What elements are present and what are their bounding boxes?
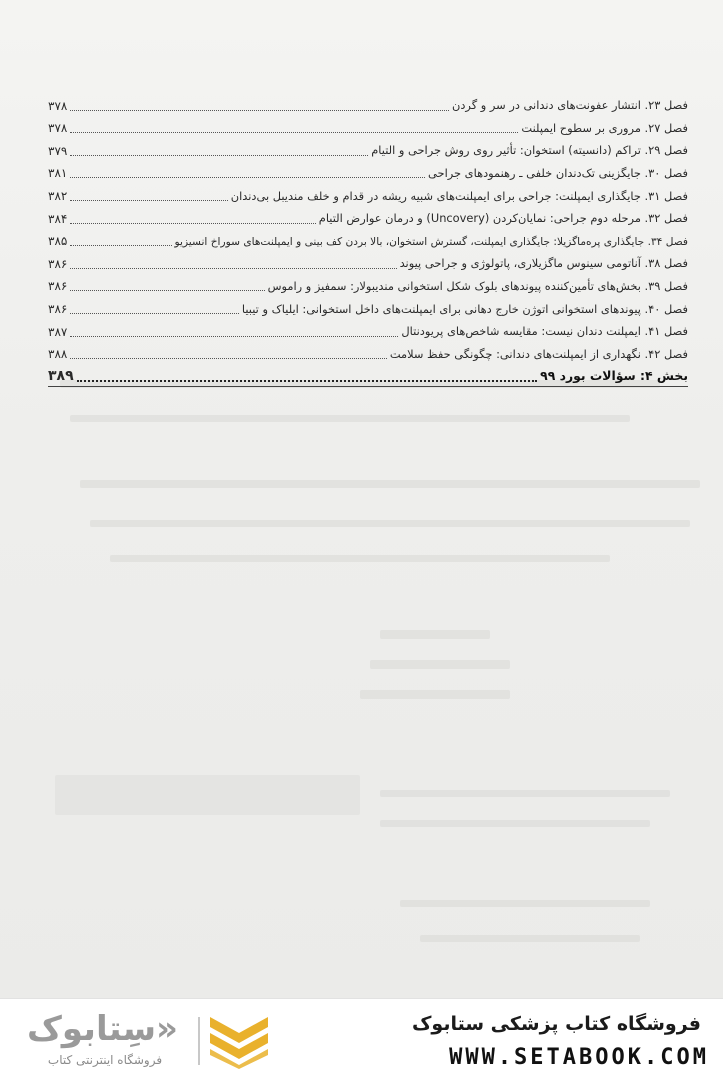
leader-dots <box>70 177 425 178</box>
toc-row[interactable] <box>48 273 688 296</box>
toc-row-page: ۳۷۸ <box>48 98 68 113</box>
toc-row-page: ۳۸۵ <box>48 234 68 249</box>
toc-row[interactable] <box>48 115 688 138</box>
toc-row-title: فصل ۴۱. ایمپلنت دندان نیست: مقایسه شاخص‌های پریودنتال <box>401 324 688 339</box>
toc-row[interactable] <box>48 137 688 160</box>
leader-dots <box>70 313 239 314</box>
toc-row-title: فصل ۲۳. انتشار عفونت‌های دندانی در سر و گردن <box>452 98 688 113</box>
toc-part-title: بخش ۴: سؤالات بورد ۹۹ <box>540 368 688 384</box>
toc-row[interactable] <box>48 295 688 318</box>
bleed-through-mark <box>400 900 650 907</box>
toc-row-page: ۳۸۲ <box>48 188 68 203</box>
leader-dots <box>77 380 538 382</box>
toc-row[interactable] <box>48 182 688 205</box>
leader-dots <box>70 110 449 111</box>
toc-row-title: فصل ۳۹. بخش‌های تأمین‌کننده پیوندهای بلوک شکل استخوانی مندیبولار: سمفیز و راموس <box>267 278 688 293</box>
toc-row-page: ۳۸۷ <box>48 324 68 339</box>
table-of-contents <box>48 92 688 387</box>
toc-row[interactable] <box>48 92 688 115</box>
store-footer-banner <box>0 998 723 1081</box>
toc-row-title: فصل ۳۱. جایگذاری ایمپلنت: جراحی برای ایمپلنت‌های شبیه ریشه در قدام و خلف مندیبل بی‌دندان <box>230 188 688 203</box>
bleed-through-mark <box>80 480 700 488</box>
bleed-through-mark <box>380 820 650 827</box>
toc-row[interactable] <box>48 205 688 228</box>
toc-row-title: فصل ۳۲. مرحله دوم جراحی: نمایان‌کردن (Uncovery) و درمان عوارض التیام <box>318 211 688 226</box>
toc-row-title: فصل ۴۰. پیوندهای استخوانی اتوژن خارج دهانی برای ایمپلنت‌های داخل استخوانی: ایلیاک و تیبیا <box>241 301 688 316</box>
bleed-through-mark <box>55 775 360 815</box>
logo-subtitle: فروشگاه اینترنتی کتاب <box>47 1053 163 1067</box>
leader-dots <box>70 290 264 291</box>
leader-dots <box>70 132 518 133</box>
toc-row-page: ۳۸۶ <box>48 301 68 316</box>
bleed-through-mark <box>380 790 670 797</box>
toc-row[interactable] <box>48 160 688 183</box>
toc-row-page: ۳۸۶ <box>48 279 68 294</box>
toc-row-page: ۳۸۸ <box>48 347 68 362</box>
store-name: فروشگاه کتاب پزشکی ستابوک <box>411 1013 701 1035</box>
bleed-through-mark <box>380 630 490 639</box>
toc-row[interactable] <box>48 250 688 273</box>
toc-row-title: فصل ۲۹. تراکم (دانسیته) استخوان: تأثیر روی روش جراحی و التیام <box>371 143 688 158</box>
toc-row-page: ۳۸۴ <box>48 211 68 226</box>
toc-part-page: ۳۸۹ <box>48 367 74 384</box>
store-url-link[interactable]: WWW.SETABOOK.COM <box>449 1045 709 1070</box>
toc-row[interactable] <box>48 318 688 341</box>
bleed-through-mark <box>110 555 610 562</box>
toc-row-page: ۳۸۱ <box>48 166 68 181</box>
toc-part-row[interactable] <box>48 363 688 387</box>
leader-dots <box>70 358 386 359</box>
leader-dots <box>70 200 227 201</box>
bleed-through-mark <box>90 520 690 527</box>
setabook-logo-wordmark: «سِتابوک <box>27 1009 178 1049</box>
bleed-through-mark <box>420 935 640 942</box>
bleed-through-mark <box>70 415 630 422</box>
toc-row-title: فصل ۲۷. مروری بر سطوح ایمپلنت <box>521 120 688 135</box>
toc-row-page: ۳۷۸ <box>48 121 68 136</box>
leader-dots <box>70 223 315 224</box>
toc-row-page: ۳۷۹ <box>48 143 68 158</box>
toc-row-title: فصل ۳۴. جایگذاری پره‌ماگزیلا: جایگذاری ایمپلنت، گسترش استخوان، بالا بردن کف بینی و ایمپلنت‌های سوراخ انسیزیو <box>174 235 688 248</box>
leader-dots <box>70 268 396 269</box>
toc-row-page: ۳۸۶ <box>48 256 68 271</box>
toc-row[interactable] <box>48 341 688 364</box>
toc-row-title: فصل ۴۲. نگهداری از ایمپلنت‌های دندانی: چگونگی حفظ سلامت <box>389 346 688 361</box>
leader-dots <box>70 336 398 337</box>
bleed-through-mark <box>370 660 510 669</box>
footer-divider <box>198 1017 200 1065</box>
book-chevron-logo-icon <box>206 1013 272 1069</box>
leader-dots <box>70 245 171 246</box>
toc-row-title: فصل ۳۰. جایگزینی تک‌دندان خلفی ـ رهنمودهای جراحی <box>428 165 688 180</box>
toc-row-title: فصل ۳۸. آناتومی سینوس ماگزیلاری، پاتولوژی و جراحی پیوند <box>399 256 688 271</box>
leader-dots <box>70 155 368 156</box>
bleed-through-mark <box>360 690 510 699</box>
toc-row[interactable] <box>48 228 688 251</box>
